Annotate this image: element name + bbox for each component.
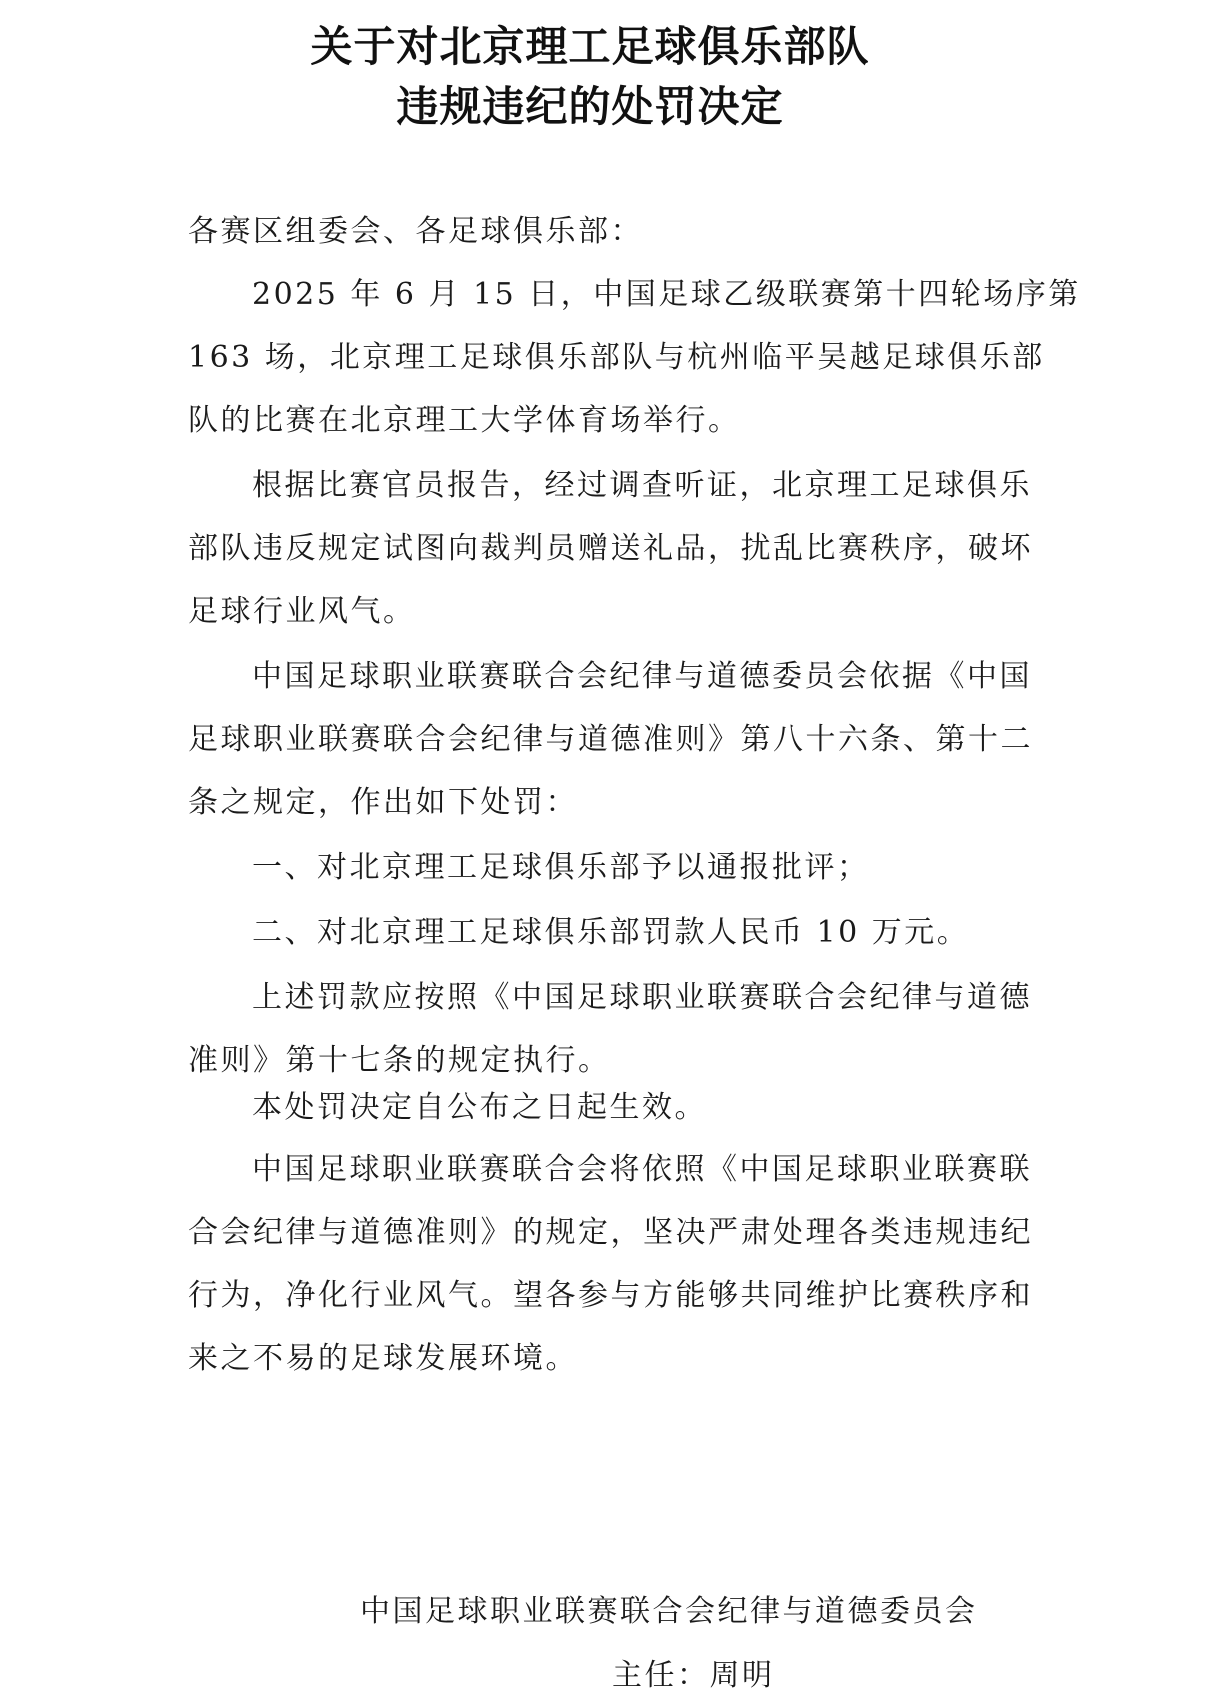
penalty-item-1: 一、对北京理工足球俱乐部予以通报批评； [252, 850, 870, 885]
document-title-line-2: 违规违纪的处罚决定 [396, 82, 784, 131]
paragraph-4-line-2: 准则》第十七条的规定执行。 [188, 1043, 611, 1078]
paragraph-2-line-3: 足球行业风气。 [188, 594, 416, 629]
document-title-line-1: 关于对北京理工足球俱乐部队 [310, 22, 870, 71]
paragraph-2-line-2: 部队违反规定试图向裁判员赠送礼品，扰乱比赛秩序，破坏 [188, 531, 1033, 566]
paragraph-1-line-2: 163 场，北京理工足球俱乐部队与杭州临平吴越足球俱乐部 [188, 340, 1045, 375]
signature-director: 主任：周明 [612, 1658, 775, 1693]
paragraph-3-line-3: 条之规定，作出如下处罚： [188, 785, 578, 820]
penalty-item-2: 二、对北京理工足球俱乐部罚款人民币 10 万元。 [252, 915, 970, 950]
paragraph-2-line-1: 根据比赛官员报告，经过调查听证，北京理工足球俱乐 [252, 468, 1032, 503]
paragraph-6-line-3: 行为，净化行业风气。望各参与方能够共同维护比赛秩序和 [188, 1278, 1033, 1313]
signature-organization: 中国足球职业联赛联合会纪律与道德委员会 [360, 1594, 978, 1629]
paragraph-6-line-2: 合会纪律与道德准则》的规定，坚决严肃处理各类违规违纪 [188, 1215, 1033, 1250]
salutation: 各赛区组委会、各足球俱乐部： [188, 214, 643, 249]
paragraph-3-line-2: 足球职业联赛联合会纪律与道德准则》第八十六条、第十二 [188, 722, 1033, 757]
paragraph-5: 本处罚决定自公布之日起生效。 [252, 1090, 707, 1125]
paragraph-6-line-4: 来之不易的足球发展环境。 [188, 1341, 578, 1376]
paragraph-1-line-3: 队的比赛在北京理工大学体育场举行。 [188, 403, 741, 438]
paragraph-3-line-1: 中国足球职业联赛联合会纪律与道德委员会依据《中国 [252, 659, 1032, 694]
paragraph-1-line-1: 2025 年 6 月 15 日，中国足球乙级联赛第十四轮场序第 [252, 277, 1081, 312]
paragraph-6-line-1: 中国足球职业联赛联合会将依照《中国足球职业联赛联 [252, 1152, 1032, 1187]
paragraph-4-line-1: 上述罚款应按照《中国足球职业联赛联合会纪律与道德 [252, 980, 1032, 1015]
